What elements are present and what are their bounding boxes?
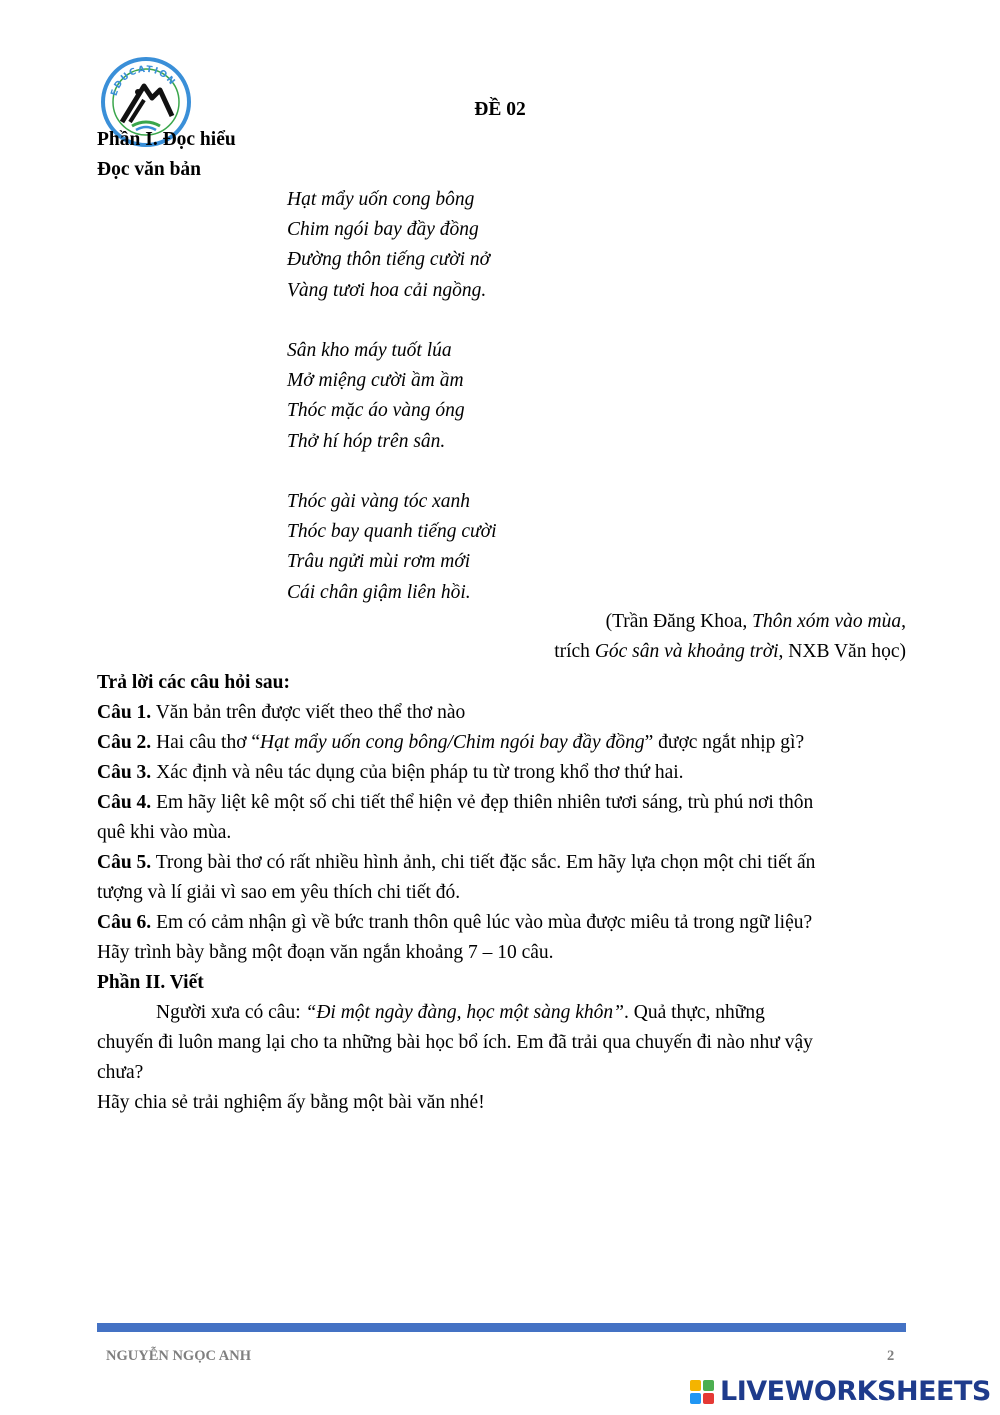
poem-source-line-2: trích Góc sân và khoảng trời, NXB Văn học): [554, 641, 906, 662]
poem-line: Thóc mặc áo vàng óng: [287, 400, 465, 422]
poem-line: Hạt mẩy uốn cong bông: [287, 189, 475, 210]
poem-stanza-2: [287, 336, 465, 457]
poem-line: Đường thôn tiếng cười nở: [287, 249, 491, 271]
footer-divider: [97, 1323, 906, 1332]
poem-line: Sân kho máy tuốt lúa: [287, 340, 452, 361]
liveworksheets-text: LIVEWORKSHEETS: [720, 1376, 991, 1407]
essay-prompt: Người xưa có câu: “Đi một ngày đàng, học một sàng khôn”. Quả thực, những chuyến đi luôn mang lại cho ta những bài học bổ ích. Em đã trải qua chuyến đi nào như vậy chưa? Hãy chia sẻ trải nghiệm ấy bằng một bài văn nhé!: [97, 1002, 813, 1113]
question-2: Câu 2. Hai câu thơ “Hạt mẩy uốn cong bông/Chim ngói bay đầy đồng” được ngắt nhịp gì?: [97, 732, 805, 753]
poem-stanza-1: [287, 185, 490, 306]
poem-line: Thóc bay quanh tiếng cười: [287, 521, 497, 543]
liveworksheets-watermark: [690, 1374, 995, 1410]
poem-line: Mở miệng cười ầm ầm: [287, 370, 464, 392]
poem-stanza-3: [287, 487, 497, 608]
exam-title: ĐỀ 02: [474, 99, 526, 120]
poem-line: Cái chân giậm liên hồi.: [287, 581, 471, 603]
poem-line: Vàng tươi hoa cải ngồng.: [287, 279, 487, 301]
page-number: 2: [887, 1348, 895, 1364]
read-text-label: Đọc văn bản: [97, 159, 202, 180]
logo-text: EDUCATION: [109, 64, 178, 98]
questions-heading: Trả lời các câu hỏi sau:: [97, 672, 290, 693]
liveworksheets-icon: [690, 1380, 714, 1404]
question-5: Câu 5. Trong bài thơ có rất nhiều hình ảnh, chi tiết đặc sắc. Em hãy lựa chọn một chi tiết ấn tượng và lí giải vì sao em yêu thích chi tiết đó.: [97, 852, 816, 903]
footer-author: NGUYỄN NGỌC ANH: [106, 1348, 252, 1364]
question-3: Câu 3. Xác định và nêu tác dụng của biện pháp tu từ trong khổ thơ thứ hai.: [97, 762, 684, 783]
poem-line: Thóc gài vàng tóc xanh: [287, 491, 471, 512]
question-4: Câu 4. Em hãy liệt kê một số chi tiết thể hiện vẻ đẹp thiên nhiên tươi sáng, trù phú nơi thôn quê khi vào mùa.: [97, 792, 814, 843]
part1-heading: Phần I. Đọc hiểu: [97, 129, 236, 150]
poem-line: Trâu ngửi mùi rơm mới: [287, 551, 471, 573]
poem-line: Chim ngói bay đầy đồng: [287, 219, 479, 241]
part2-heading: Phần II. Viết: [97, 972, 204, 993]
question-1: Câu 1. Văn bản trên được viết theo thể thơ nào: [97, 702, 466, 723]
poem-source-line-1: (Trần Đăng Khoa, Thôn xóm vào mùa,: [605, 611, 906, 632]
question-6: Câu 6. Em có cảm nhận gì về bức tranh thôn quê lúc vào mùa được miêu tả trong ngữ liệu? Hãy trình bày bằng một đoạn văn ngắn khoảng 7 – 10 câu.: [97, 912, 813, 963]
poem-line: Thở hí hóp trên sân.: [287, 430, 446, 452]
